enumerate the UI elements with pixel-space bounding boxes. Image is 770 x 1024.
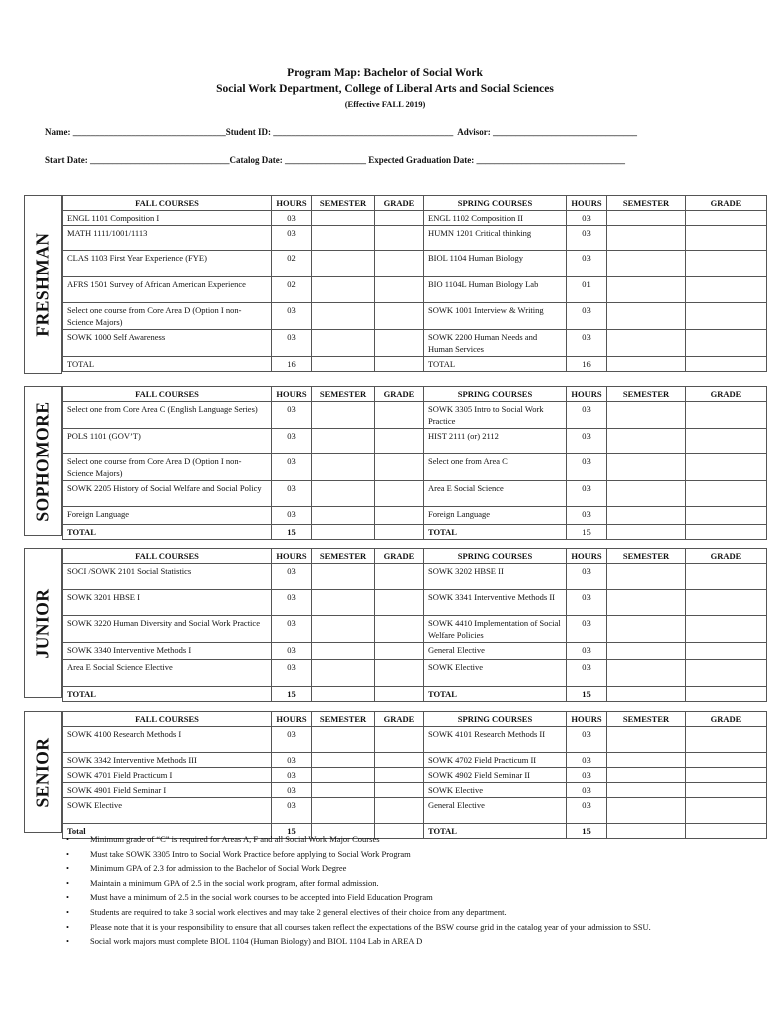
course-table (62, 386, 767, 540)
spring-course: HUMN 1201 Critical thinking (424, 226, 567, 251)
fall-semester-cell[interactable] (312, 590, 375, 616)
spring-course: SOWK 4410 Implementation of Social Welfare Policies (424, 616, 567, 643)
table-row (63, 660, 767, 687)
spring-total-label: TOTAL (424, 824, 567, 839)
effective-date: (Effective FALL 2019) (344, 99, 426, 109)
spring-course: SOWK Elective (424, 783, 567, 798)
fall-semester-cell[interactable] (312, 753, 375, 768)
spring-grade-cell[interactable] (686, 753, 767, 768)
spring-hours: 03 (567, 481, 607, 507)
fall-grade-cell[interactable] (375, 481, 424, 507)
col-semester: SEMESTER (312, 549, 375, 564)
col-grade: GRADE (686, 387, 767, 402)
course-table (62, 195, 767, 372)
fall-total-label: TOTAL (63, 525, 272, 540)
fall-total-hours: 15 (272, 687, 312, 702)
table-row (63, 277, 767, 303)
note-item: • Students are required to take 3 social work electives and may take 2 general electives of their choice from any department. (66, 907, 726, 918)
col-semester: SEMESTER (312, 387, 375, 402)
year-label-box (24, 195, 62, 374)
col-semester: SEMESTER (607, 549, 686, 564)
fall-grade-cell[interactable] (375, 783, 424, 798)
fall-hours: 03 (272, 590, 312, 616)
fall-course: CLAS 1103 First Year Experience (FYE) (63, 251, 272, 277)
spring-course: Foreign Language (424, 507, 567, 525)
fall-course: SOWK 4901 Field Seminar I (63, 783, 272, 798)
year-label-box (24, 711, 62, 833)
fall-grade-cell[interactable] (375, 402, 424, 429)
fall-hours: 03 (272, 211, 312, 226)
table-row (63, 429, 767, 454)
fall-grade-cell[interactable] (375, 429, 424, 454)
col-fall-courses: FALL COURSES (63, 712, 272, 727)
fall-course: SOWK 3340 Interventive Methods I (63, 643, 272, 660)
total-row (63, 357, 767, 372)
fall-hours: 03 (272, 643, 312, 660)
spring-hours: 03 (567, 211, 607, 226)
table-row (63, 481, 767, 507)
spring-semester-cell[interactable] (607, 687, 686, 702)
fall-semester-cell[interactable] (312, 660, 375, 687)
spring-hours: 03 (567, 454, 607, 481)
junior-section (24, 548, 766, 698)
col-grade: GRADE (686, 712, 767, 727)
spring-semester-cell[interactable] (607, 507, 686, 525)
spring-semester-cell[interactable] (607, 768, 686, 783)
fall-hours: 03 (272, 303, 312, 330)
fall-grade-cell[interactable] (375, 687, 424, 702)
fall-hours: 03 (272, 330, 312, 357)
col-fall-courses: FALL COURSES (63, 549, 272, 564)
table-row (63, 330, 767, 357)
fall-course: Area E Social Science Elective (63, 660, 272, 687)
fall-semester-cell[interactable] (312, 251, 375, 277)
fall-hours: 03 (272, 727, 312, 753)
fall-grade-cell[interactable] (375, 590, 424, 616)
year-label-box (24, 386, 62, 536)
spring-semester-cell[interactable] (607, 402, 686, 429)
spring-course: BIOL 1104 Human Biology (424, 251, 567, 277)
fall-hours: 02 (272, 251, 312, 277)
student-info-line[interactable]: Name: __________________________________Student ID: ________________________________________ Advisor: ________________________________ (45, 127, 638, 137)
spring-grade-cell[interactable] (686, 616, 767, 643)
spring-grade-cell[interactable] (686, 277, 767, 303)
table-row (63, 753, 767, 768)
spring-grade-cell[interactable] (686, 783, 767, 798)
spring-hours: 03 (567, 798, 607, 824)
spring-hours: 03 (567, 768, 607, 783)
spring-hours: 03 (567, 507, 607, 525)
fall-semester-cell[interactable] (312, 525, 375, 540)
fall-hours: 03 (272, 753, 312, 768)
fall-grade-cell[interactable] (375, 211, 424, 226)
sophomore-section (24, 386, 766, 536)
fall-course: ENGL 1101 Composition I (63, 211, 272, 226)
spring-grade-cell[interactable] (686, 660, 767, 687)
table-row (63, 727, 767, 753)
spring-semester-cell[interactable] (607, 783, 686, 798)
fall-grade-cell[interactable] (375, 251, 424, 277)
spring-hours: 01 (567, 277, 607, 303)
spring-course: SOWK Elective (424, 660, 567, 687)
fall-course: AFRS 1501 Survey of African American Experience (63, 277, 272, 303)
spring-hours: 03 (567, 590, 607, 616)
spring-hours: 03 (567, 402, 607, 429)
spring-semester-cell[interactable] (607, 590, 686, 616)
total-row (63, 687, 767, 702)
spring-semester-cell[interactable] (607, 211, 686, 226)
fall-course: SOCI /SOWK 2101 Social Statistics (63, 564, 272, 590)
spring-course: SOWK 2200 Human Needs and Human Services (424, 330, 567, 357)
spring-grade-cell[interactable] (686, 481, 767, 507)
fall-course: SOWK 3220 Human Diversity and Social Work Practice (63, 616, 272, 643)
spring-grade-cell[interactable] (686, 330, 767, 357)
spring-total-hours: 15 (567, 525, 607, 540)
spring-hours: 03 (567, 727, 607, 753)
spring-course: General Elective (424, 798, 567, 824)
spring-hours: 03 (567, 303, 607, 330)
spring-total-label: TOTAL (424, 525, 567, 540)
fall-course: SOWK Elective (63, 798, 272, 824)
spring-semester-cell[interactable] (607, 454, 686, 481)
fall-semester-cell[interactable] (312, 330, 375, 357)
spring-grade-cell[interactable] (686, 303, 767, 330)
table-header (63, 712, 767, 727)
col-spring-courses: SPRING COURSES (424, 712, 567, 727)
spring-hours: 03 (567, 564, 607, 590)
spring-course: SOWK 4101 Research Methods II (424, 727, 567, 753)
spring-course: ENGL 1102 Composition II (424, 211, 567, 226)
fall-course: Select one course from Core Area D (Option I non-Science Majors) (63, 454, 272, 481)
senior-section (24, 711, 766, 836)
fall-grade-cell[interactable] (375, 454, 424, 481)
col-hours: HOURS (272, 387, 312, 402)
spring-course: HIST 2111 (or) 2112 (424, 429, 567, 454)
fall-grade-cell[interactable] (375, 525, 424, 540)
fall-course: SOWK 1000 Self Awareness (63, 330, 272, 357)
spring-total-hours: 16 (567, 357, 607, 372)
spring-hours: 03 (567, 429, 607, 454)
fall-semester-cell[interactable] (312, 402, 375, 429)
spring-grade-cell[interactable] (686, 768, 767, 783)
fall-semester-cell[interactable] (312, 481, 375, 507)
col-hours: HOURS (567, 549, 607, 564)
spring-grade-cell[interactable] (686, 798, 767, 824)
fall-semester-cell[interactable] (312, 277, 375, 303)
spring-grade-cell[interactable] (686, 687, 767, 702)
fall-course: SOWK 4701 Field Practicum I (63, 768, 272, 783)
fall-semester-cell[interactable] (312, 211, 375, 226)
spring-grade-cell[interactable] (686, 402, 767, 429)
spring-grade-cell[interactable] (686, 211, 767, 226)
requirements-notes (66, 834, 726, 951)
course-table (62, 548, 767, 702)
year-label: JUNIOR (32, 587, 53, 659)
fall-hours: 03 (272, 481, 312, 507)
col-spring-courses: SPRING COURSES (424, 387, 567, 402)
col-hours: HOURS (567, 712, 607, 727)
col-grade: GRADE (686, 196, 767, 211)
spring-grade-cell[interactable] (686, 454, 767, 481)
table-row (63, 226, 767, 251)
fall-grade-cell[interactable] (375, 330, 424, 357)
year-label-box (24, 548, 62, 698)
fall-hours: 03 (272, 616, 312, 643)
fall-grade-cell[interactable] (375, 564, 424, 590)
table-row (63, 768, 767, 783)
fall-course: Select one from Core Area C (English Language Series) (63, 402, 272, 429)
fall-hours: 03 (272, 768, 312, 783)
spring-course: Select one from Area C (424, 454, 567, 481)
col-fall-courses: FALL COURSES (63, 196, 272, 211)
year-label: FRESHMAN (32, 232, 53, 337)
note-item: • Please note that it is your responsibility to ensure that all courses taken reflect the expectations of the BSW course grid in the catalog year of your admission to SSU. (66, 922, 726, 933)
spring-semester-cell[interactable] (607, 660, 686, 687)
spring-grade-cell[interactable] (686, 525, 767, 540)
fall-hours: 03 (272, 798, 312, 824)
fall-semester-cell[interactable] (312, 768, 375, 783)
spring-total-hours: 15 (567, 687, 607, 702)
note-item: • Minimum GPA of 2.3 for admission to the Bachelor of Social Work Degree (66, 863, 726, 874)
spring-hours: 03 (567, 251, 607, 277)
spring-semester-cell[interactable] (607, 251, 686, 277)
spring-course: General Elective (424, 643, 567, 660)
col-hours: HOURS (272, 549, 312, 564)
fall-total-hours: 16 (272, 357, 312, 372)
spring-semester-cell[interactable] (607, 277, 686, 303)
table-header (63, 549, 767, 564)
table-row (63, 798, 767, 824)
col-hours: HOURS (567, 387, 607, 402)
spring-hours: 03 (567, 783, 607, 798)
department-subtitle: Social Work Department, College of Liberal Arts and Social Sciences (216, 83, 554, 95)
course-table (62, 711, 767, 839)
note-item: • Maintain a minimum GPA of 2.5 in the social work program, after formal admission. (66, 878, 726, 889)
spring-semester-cell[interactable] (607, 303, 686, 330)
fall-grade-cell[interactable] (375, 277, 424, 303)
spring-grade-cell[interactable] (686, 226, 767, 251)
table-row (63, 251, 767, 277)
spring-semester-cell[interactable] (607, 643, 686, 660)
fall-semester-cell[interactable] (312, 798, 375, 824)
fall-course: SOWK 3201 HBSE I (63, 590, 272, 616)
table-row (63, 564, 767, 590)
fall-total-label: TOTAL (63, 357, 272, 372)
fall-grade-cell[interactable] (375, 357, 424, 372)
page-title: Program Map: Bachelor of Social Work (287, 67, 483, 79)
spring-total-label: TOTAL (424, 687, 567, 702)
fall-semester-cell[interactable] (312, 303, 375, 330)
fall-hours: 03 (272, 429, 312, 454)
fall-hours: 03 (272, 507, 312, 525)
table-row (63, 590, 767, 616)
fall-semester-cell[interactable] (312, 357, 375, 372)
fall-total-hours: 15 (272, 824, 312, 839)
fall-course: MATH 1111/1001/1113 (63, 226, 272, 251)
year-label: SOPHOMORE (32, 400, 53, 522)
col-hours: HOURS (272, 712, 312, 727)
year-label: SENIOR (32, 736, 53, 808)
spring-grade-cell[interactable] (686, 727, 767, 753)
spring-course: SOWK 3305 Intro to Social Work Practice (424, 402, 567, 429)
fall-semester-cell[interactable] (312, 226, 375, 251)
spring-grade-cell[interactable] (686, 507, 767, 525)
spring-semester-cell[interactable] (607, 616, 686, 643)
fall-grade-cell[interactable] (375, 507, 424, 525)
col-hours: HOURS (272, 196, 312, 211)
fall-grade-cell[interactable] (375, 643, 424, 660)
fall-semester-cell[interactable] (312, 727, 375, 753)
spring-course: SOWK 3202 HBSE II (424, 564, 567, 590)
fall-semester-cell[interactable] (312, 643, 375, 660)
table-row (63, 616, 767, 643)
fall-grade-cell[interactable] (375, 616, 424, 643)
table-row (63, 211, 767, 226)
col-semester: SEMESTER (607, 196, 686, 211)
spring-semester-cell[interactable] (607, 330, 686, 357)
dates-info-line[interactable]: Start Date: _______________________________Catalog Date: __________________ Expected Graduation Date: _________________________________ (45, 155, 625, 165)
fall-hours: 03 (272, 564, 312, 590)
spring-grade-cell[interactable] (686, 357, 767, 372)
spring-hours: 03 (567, 660, 607, 687)
spring-semester-cell[interactable] (607, 564, 686, 590)
spring-course: SOWK 4902 Field Seminar II (424, 768, 567, 783)
fall-grade-cell[interactable] (375, 768, 424, 783)
spring-course: BIO 1104L Human Biology Lab (424, 277, 567, 303)
spring-total-hours: 15 (567, 824, 607, 839)
spring-hours: 03 (567, 330, 607, 357)
fall-course: SOWK 3342 Interventive Methods III (63, 753, 272, 768)
fall-course: SOWK 2205 History of Social Welfare and Social Policy (63, 481, 272, 507)
spring-semester-cell[interactable] (607, 798, 686, 824)
note-item: • Must take SOWK 3305 Intro to Social Work Practice before applying to Social Work Program (66, 849, 726, 860)
spring-semester-cell[interactable] (607, 525, 686, 540)
col-spring-courses: SPRING COURSES (424, 549, 567, 564)
spring-semester-cell[interactable] (607, 727, 686, 753)
col-semester: SEMESTER (607, 387, 686, 402)
fall-hours: 03 (272, 226, 312, 251)
table-header (63, 196, 767, 211)
spring-grade-cell[interactable] (686, 251, 767, 277)
spring-semester-cell[interactable] (607, 357, 686, 372)
fall-total-label: Total (63, 824, 272, 839)
fall-hours: 03 (272, 402, 312, 429)
spring-hours: 03 (567, 753, 607, 768)
fall-course: SOWK 4100 Research Methods I (63, 727, 272, 753)
fall-hours: 03 (272, 454, 312, 481)
note-item: • Social work majors must complete BIOL 1104 (Human Biology) and BIOL 1104 Lab in AREA D (66, 936, 726, 947)
total-row (63, 525, 767, 540)
fall-grade-cell[interactable] (375, 727, 424, 753)
fall-semester-cell[interactable] (312, 687, 375, 702)
spring-grade-cell[interactable] (686, 564, 767, 590)
spring-course: SOWK 3341 Interventive Methods II (424, 590, 567, 616)
col-grade: GRADE (375, 196, 424, 211)
fall-hours: 02 (272, 277, 312, 303)
spring-semester-cell[interactable] (607, 481, 686, 507)
fall-semester-cell[interactable] (312, 429, 375, 454)
table-row (63, 643, 767, 660)
fall-semester-cell[interactable] (312, 507, 375, 525)
spring-semester-cell[interactable] (607, 753, 686, 768)
spring-course: Area E Social Science (424, 481, 567, 507)
spring-hours: 03 (567, 226, 607, 251)
spring-course: SOWK 4702 Field Practicum II (424, 753, 567, 768)
fall-grade-cell[interactable] (375, 303, 424, 330)
col-semester: SEMESTER (312, 196, 375, 211)
table-row (63, 507, 767, 525)
col-fall-courses: FALL COURSES (63, 387, 272, 402)
table-row (63, 783, 767, 798)
spring-total-label: TOTAL (424, 357, 567, 372)
table-row (63, 303, 767, 330)
fall-course: Foreign Language (63, 507, 272, 525)
fall-grade-cell[interactable] (375, 798, 424, 824)
spring-grade-cell[interactable] (686, 429, 767, 454)
fall-semester-cell[interactable] (312, 564, 375, 590)
fall-hours: 03 (272, 783, 312, 798)
col-semester: SEMESTER (312, 712, 375, 727)
col-spring-courses: SPRING COURSES (424, 196, 567, 211)
col-grade: GRADE (375, 387, 424, 402)
spring-grade-cell[interactable] (686, 590, 767, 616)
spring-semester-cell[interactable] (607, 429, 686, 454)
spring-hours: 03 (567, 643, 607, 660)
table-header (63, 387, 767, 402)
fall-course: POLS 1101 (GOV’T) (63, 429, 272, 454)
freshman-section (24, 195, 766, 374)
spring-course: SOWK 1001 Interview & Writing (424, 303, 567, 330)
spring-hours: 03 (567, 616, 607, 643)
fall-grade-cell[interactable] (375, 226, 424, 251)
fall-semester-cell[interactable] (312, 616, 375, 643)
col-hours: HOURS (567, 196, 607, 211)
col-grade: GRADE (686, 549, 767, 564)
fall-semester-cell[interactable] (312, 454, 375, 481)
fall-hours: 03 (272, 660, 312, 687)
spring-grade-cell[interactable] (686, 643, 767, 660)
note-item: • Minimum grade of “C” is required for Areas A, F and all Social Work Major Courses (66, 834, 726, 845)
fall-grade-cell[interactable] (375, 753, 424, 768)
table-row (63, 402, 767, 429)
note-item: • Must have a minimum of 2.5 in the social work courses to be accepted into Field Education Program (66, 892, 726, 903)
fall-semester-cell[interactable] (312, 783, 375, 798)
col-grade: GRADE (375, 712, 424, 727)
col-semester: SEMESTER (607, 712, 686, 727)
spring-semester-cell[interactable] (607, 226, 686, 251)
fall-grade-cell[interactable] (375, 660, 424, 687)
fall-total-label: TOTAL (63, 687, 272, 702)
fall-course: Select one course from Core Area D (Option I non-Science Majors) (63, 303, 272, 330)
fall-total-hours: 15 (272, 525, 312, 540)
col-grade: GRADE (375, 549, 424, 564)
table-row (63, 454, 767, 481)
